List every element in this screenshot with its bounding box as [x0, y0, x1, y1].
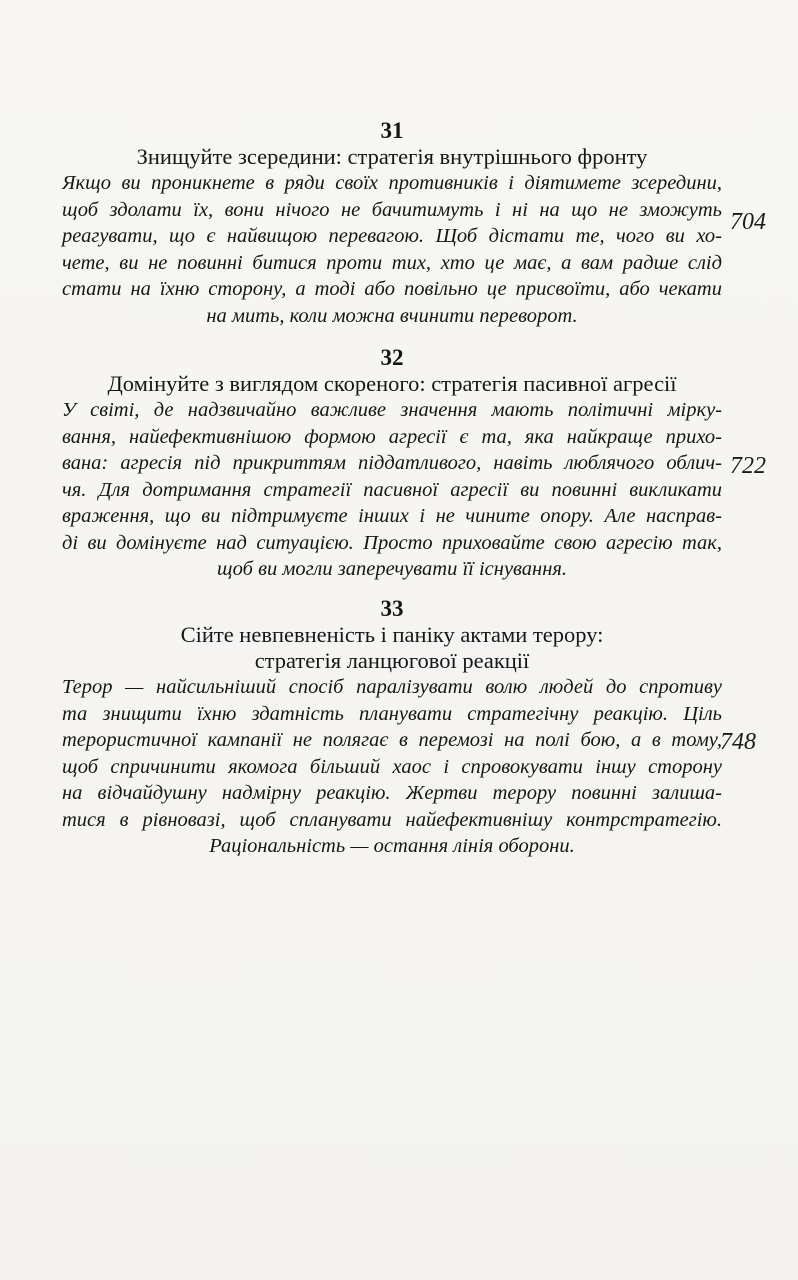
toc-entry-33	[62, 596, 722, 860]
summary-line: Терор — найсильніший спосіб паралізувати волю людей до спротиву	[62, 676, 722, 698]
chapter-number: 32	[380, 345, 404, 370]
summary-line: У світі, де надзвичайно важливе значення мають політичні мірку-	[62, 399, 722, 421]
summary-line: на мить, коли можна вчинити переворот.	[206, 304, 578, 327]
summary-line: враження, що ви підтримуєте інших і не чините опору. Але насправ-	[62, 505, 722, 527]
summary-line: реагувати, що є найвищою перевагою. Щоб дістати те, чого ви хо-	[62, 225, 722, 247]
page-number: 748	[720, 729, 756, 755]
chapter-summary	[62, 674, 722, 860]
chapter-summary	[62, 170, 722, 329]
summary-line: чя. Для дотримання стратегії пасивної агресії ви повинні викликати	[62, 478, 722, 501]
summary-line: Раціональність — остання лінія оборони.	[209, 835, 575, 857]
page-number: 722	[730, 453, 766, 479]
chapter-number: 31	[380, 118, 404, 143]
chapter-title: Знищуйте зсередини: стратегія внутрішнього фронту	[136, 144, 648, 169]
summary-line: щоб ви могли заперечувати її існування.	[216, 558, 568, 580]
chapter-subtitle: стратегія ланцюгової реакції	[254, 648, 530, 673]
summary-line: щоб спричинити якомога більший хаос і спровокувати іншу сторону	[62, 755, 722, 778]
summary-line: ді ви домінуєте над ситуацією. Просто приховайте свою агресію так,	[62, 531, 722, 554]
summary-line: вання, найефективнішою формою агресії є та, яка найкраще прихо-	[62, 425, 722, 448]
summary-line: стати на їхню сторону, а тоді або повільно це присвоїти, або чекати	[62, 278, 722, 300]
summary-line: на відчайдушну надмірну реакцію. Жертви терору повинні залиша-	[62, 782, 722, 804]
chapter-number: 33	[380, 596, 404, 621]
chapter-title: Домінуйте з виглядом скореного: стратегія пасивної агресії	[107, 371, 677, 396]
summary-line: щоб здолати їх, вони нічого не бачитимуть і ні на що не зможуть	[62, 198, 722, 221]
chapter-summary	[62, 397, 722, 583]
summary-line: тися в рівновазі, щоб спланувати найефективнішу контрстратегію.	[62, 808, 722, 831]
summary-line: та знищити їхню здатність планувати стратегічну реакцію. Ціль	[62, 702, 722, 725]
toc-entry-32	[62, 345, 722, 583]
toc-entry-31	[62, 118, 722, 329]
summary-line: чете, ви не повинні битися проти тих, хто це має, а вам радше слід	[62, 251, 722, 274]
summary-line: Якщо ви проникнете в ряди своїх противників і діятимете зсередини,	[62, 172, 722, 194]
summary-line: терористичної кампанії не полягає в перемозі на полі бою, а в тому,	[62, 729, 722, 751]
summary-line: вана: агресія під прикриттям піддатливого, навіть люблячого облич-	[62, 452, 722, 474]
page-number: 704	[730, 209, 766, 235]
chapter-title: Сійте невпевненість і паніку актами терору:	[180, 622, 604, 647]
